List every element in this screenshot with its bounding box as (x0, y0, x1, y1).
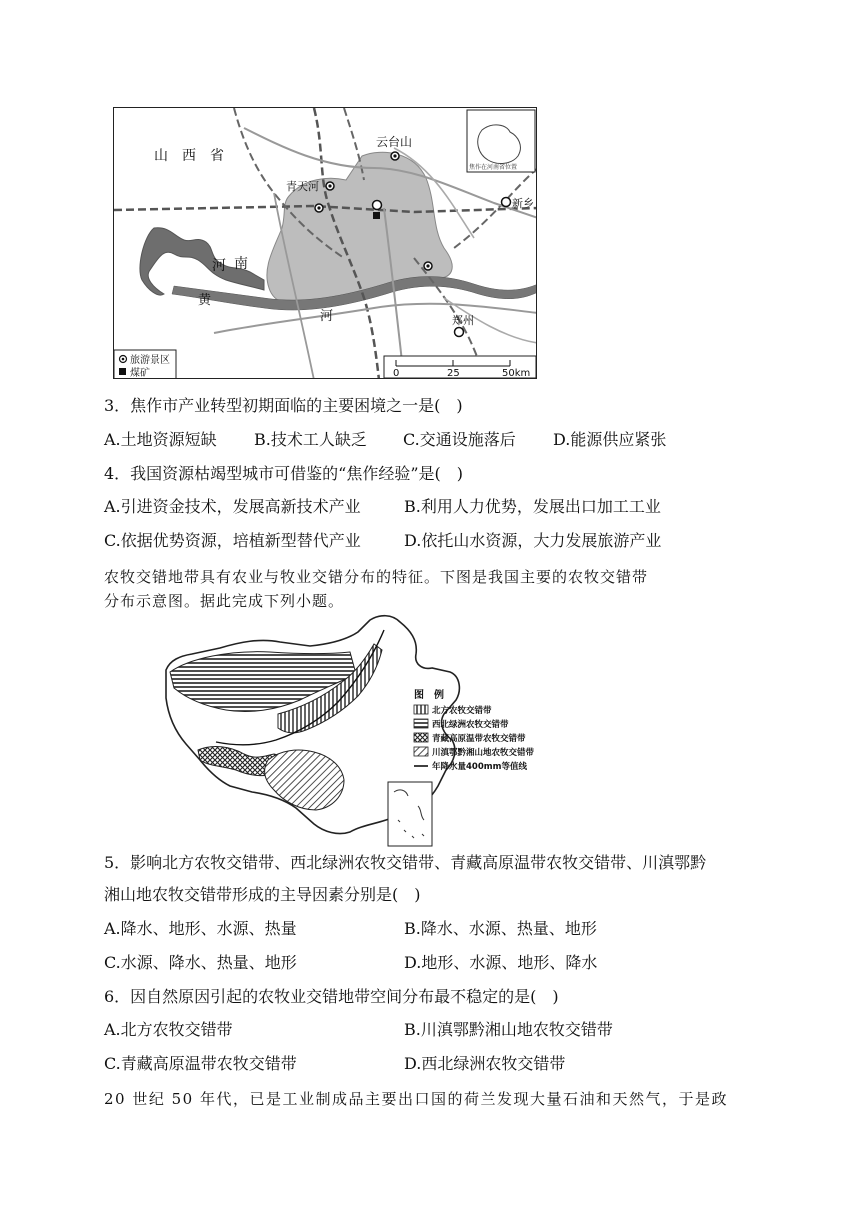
legend-swatch-north (414, 705, 428, 714)
q6-option-d: D.西北绿洲农牧交错带 (404, 1054, 566, 1073)
q6-stem: 6．因自然原因引起的农牧业交错地带空间分布最不稳定的是( ) (104, 987, 559, 1006)
q4-option-b: B.利用人力优势，发展出口加工工业 (404, 497, 661, 516)
q5-option-c: C.水源、降水、热量、地形 (104, 953, 297, 972)
coal-mine-point (373, 212, 380, 219)
label-shanxi: 山 西 省 (154, 148, 224, 164)
q3-option-d: D.能源供应紧张 (553, 430, 667, 449)
q6-option-c: C.青藏高原温带农牧交错带 (104, 1054, 297, 1073)
scale-25: 25 (447, 368, 460, 379)
q4-stem: 4．我国资源枯竭型城市可借鉴的“焦作经验”是( ) (104, 464, 464, 483)
scale-0: 0 (393, 368, 400, 379)
inset-caption: 焦作在河南省位置 (469, 164, 518, 171)
q4-option-c: C.依据优势资源，培植新型替代产业 (104, 531, 361, 550)
label-henan-he: 河 (212, 258, 226, 274)
legend-isohyet: 年降水量400mm等值线 (432, 762, 527, 772)
label-qingtianhe: 青天河 (286, 180, 319, 193)
legend-tibet: 青藏高原温带农牧交错带 (432, 734, 526, 744)
q4-option-a: A.引进资金技术，发展高新技术产业 (104, 497, 361, 516)
legend-swatch-northwest (414, 719, 428, 728)
q3-stem: 3．焦作市产业转型初期面临的主要困境之一是( ) (104, 396, 463, 415)
q3-option-a: A.土地资源短缺 (104, 430, 217, 449)
q3-option-b: B.技术工人缺乏 (254, 430, 367, 449)
q6-option-a: A.北方农牧交错带 (104, 1020, 233, 1039)
label-henan-nan: 南 (234, 256, 248, 272)
label-huang: 黄 (198, 293, 212, 308)
jiaozuo-city-point (373, 201, 382, 210)
jiaozuo-map (113, 107, 537, 379)
intro2-line2: 分布示意图。据此完成下列小题。 (104, 592, 345, 610)
q4-option-d: D.依托山水资源，大力发展旅游产业 (404, 531, 662, 550)
xinxiang-point (502, 198, 511, 207)
label-xinxiang: 新乡 (512, 197, 534, 210)
legend-northwest: 西北绿洲农牧交错带 (432, 720, 509, 730)
q5-stem-line1: 5．影响北方农牧交错带、西北绿洲农牧交错带、青藏高原温带农牧交错带、川滇鄂黔 (104, 853, 707, 872)
legend-coal: 煤矿 (130, 368, 150, 379)
legend-swatch-tibet (414, 733, 428, 742)
legend-scenic: 旅游景区 (130, 355, 170, 366)
zhengzhou-point (455, 328, 464, 337)
legend-mountain: 川滇鄂黔湘山地农牧交错带 (432, 748, 535, 758)
inset-box (467, 110, 535, 172)
jiaozuo-map-svg (114, 108, 537, 379)
intro3-line1: 20 世纪 50 年代，已是工业制成品主要出口国的荷兰发现大量石油和天然气，于是政 (104, 1090, 728, 1108)
legend-swatch-mountain (414, 747, 428, 756)
label-yuntaishan: 云台山 (376, 135, 413, 149)
coal-legend-icon (119, 368, 126, 375)
china-ecotone-svg (160, 610, 570, 850)
china-ecotone-map (160, 610, 570, 850)
q6-option-b: B.川滇鄂黔湘山地农牧交错带 (404, 1020, 613, 1039)
legend-title: 图 例 (414, 690, 444, 701)
q5-option-a: A.降水、地形、水源、热量 (104, 919, 297, 938)
label-zhengzhou: 郑州 (452, 314, 474, 327)
q5-option-d: D.地形、水源、地形、降水 (404, 953, 598, 972)
q5-option-b: B.降水、水源、热量、地形 (404, 919, 597, 938)
legend-north: 北方农牧交错带 (432, 706, 492, 716)
q5-stem-line2: 湘山地农牧交错带形成的主导因素分别是( ) (104, 885, 421, 904)
intro2-line1: 农牧交错地带具有农业与牧业交错分布的特征。下图是我国主要的农牧交错带 (104, 568, 649, 586)
q3-option-c: C.交通设施落后 (403, 430, 516, 449)
scale-50: 50km (502, 368, 531, 379)
label-he: 河 (320, 309, 334, 324)
road-2 (214, 304, 537, 333)
